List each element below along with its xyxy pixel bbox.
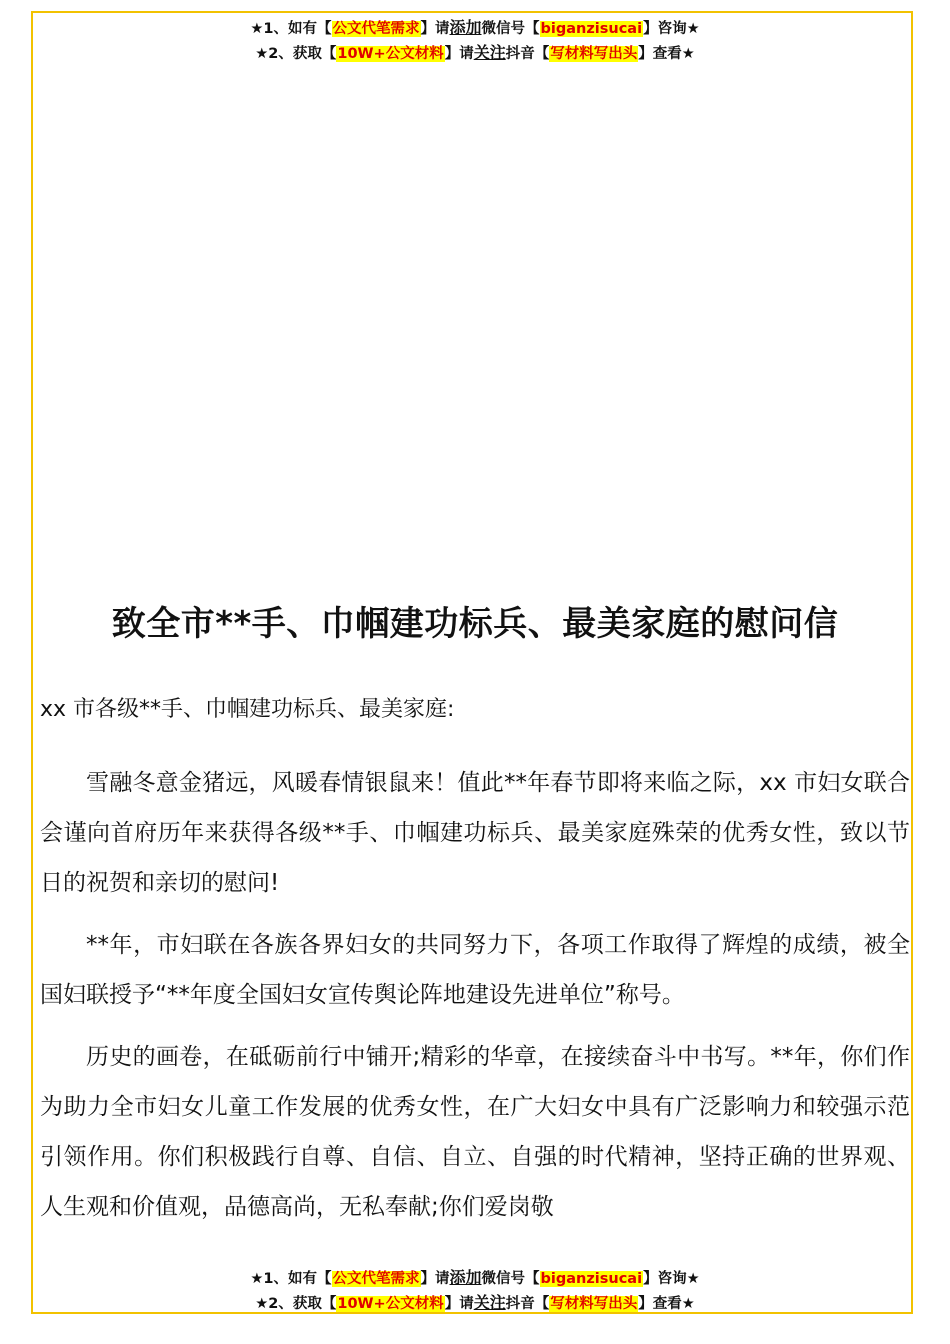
banner-line-2 [0,1291,950,1316]
banner-line-2 [0,41,950,66]
highlight-douyin-account: 写材料写出头 [550,1296,638,1312]
banner-text: 】咨询★ [643,21,700,37]
banner-text: 抖音【 [505,46,550,62]
highlight-materials: 10W+公文材料 [337,1296,444,1312]
document-body [40,758,910,1244]
banner-text: ★1、如有【 [250,1271,332,1287]
banner-text: ★1、如有【 [250,21,332,37]
banner-text: 】请 [420,1271,450,1287]
highlight-service: 公文代笔需求 [332,21,420,37]
paragraph: 雪融冬意金猪远，风暖春情银鼠来！值此**年春节即将来临之际，xx 市妇女联合会谨向首府历年来获得各级**手、巾帼建功标兵、最美家庭殊荣的优秀女性，致以节日的祝贺和亲切的慰问! [40,770,910,896]
top-banner [0,16,950,66]
banner-text: 】查看★ [638,46,695,62]
underlined-text: 关注 [473,43,506,62]
highlight-service: 公文代笔需求 [332,1271,420,1287]
banner-text: 】请 [444,1296,474,1312]
banner-line-1 [0,1266,950,1291]
banner-text: 抖音【 [505,1296,550,1312]
underlined-text: 添加 [449,1268,482,1287]
highlight-wechat-id: biganzisucai [540,21,643,37]
banner-text: 微信号【 [481,1271,540,1287]
paragraph: 历史的画卷，在砥砺前行中铺开;精彩的华章，在接续奋斗中书写。**年，你们作为助力全市妇女儿童工作发展的优秀女性，在广大妇女中具有广泛影响力和较强示范引领作用。你们积极践行自尊、自信、自立、自强的时代精神，坚持正确的世界观、人生观和价值观，品德高尚，无私奉献;你们爱岗敬 [40,1044,910,1220]
banner-text: 微信号【 [481,21,540,37]
underlined-text: 关注 [473,1293,506,1312]
banner-line-1 [0,16,950,41]
highlight-materials: 10W+公文材料 [337,46,444,62]
banner-text: ★2、获取【 [255,46,337,62]
underlined-text: 添加 [449,18,482,37]
banner-text: 】查看★ [638,1296,695,1312]
salutation: xx 市各级**手、巾帼建功标兵、最美家庭: [40,697,455,722]
banner-text: ★2、获取【 [255,1296,337,1312]
document-title: 致全市**手、巾帼建功标兵、最美家庭的慰问信 [111,604,839,644]
banner-text: 】请 [420,21,450,37]
bottom-banner [0,1266,950,1316]
paragraph: **年，市妇联在各族各界妇女的共同努力下，各项工作取得了辉煌的成绩，被全国妇联授予“**年度全国妇女宣传舆论阵地建设先进单位”称号。 [40,932,910,1008]
banner-text: 】请 [444,46,474,62]
banner-text: 】咨询★ [643,1271,700,1287]
highlight-douyin-account: 写材料写出头 [550,46,638,62]
highlight-wechat-id: biganzisucai [540,1271,643,1287]
